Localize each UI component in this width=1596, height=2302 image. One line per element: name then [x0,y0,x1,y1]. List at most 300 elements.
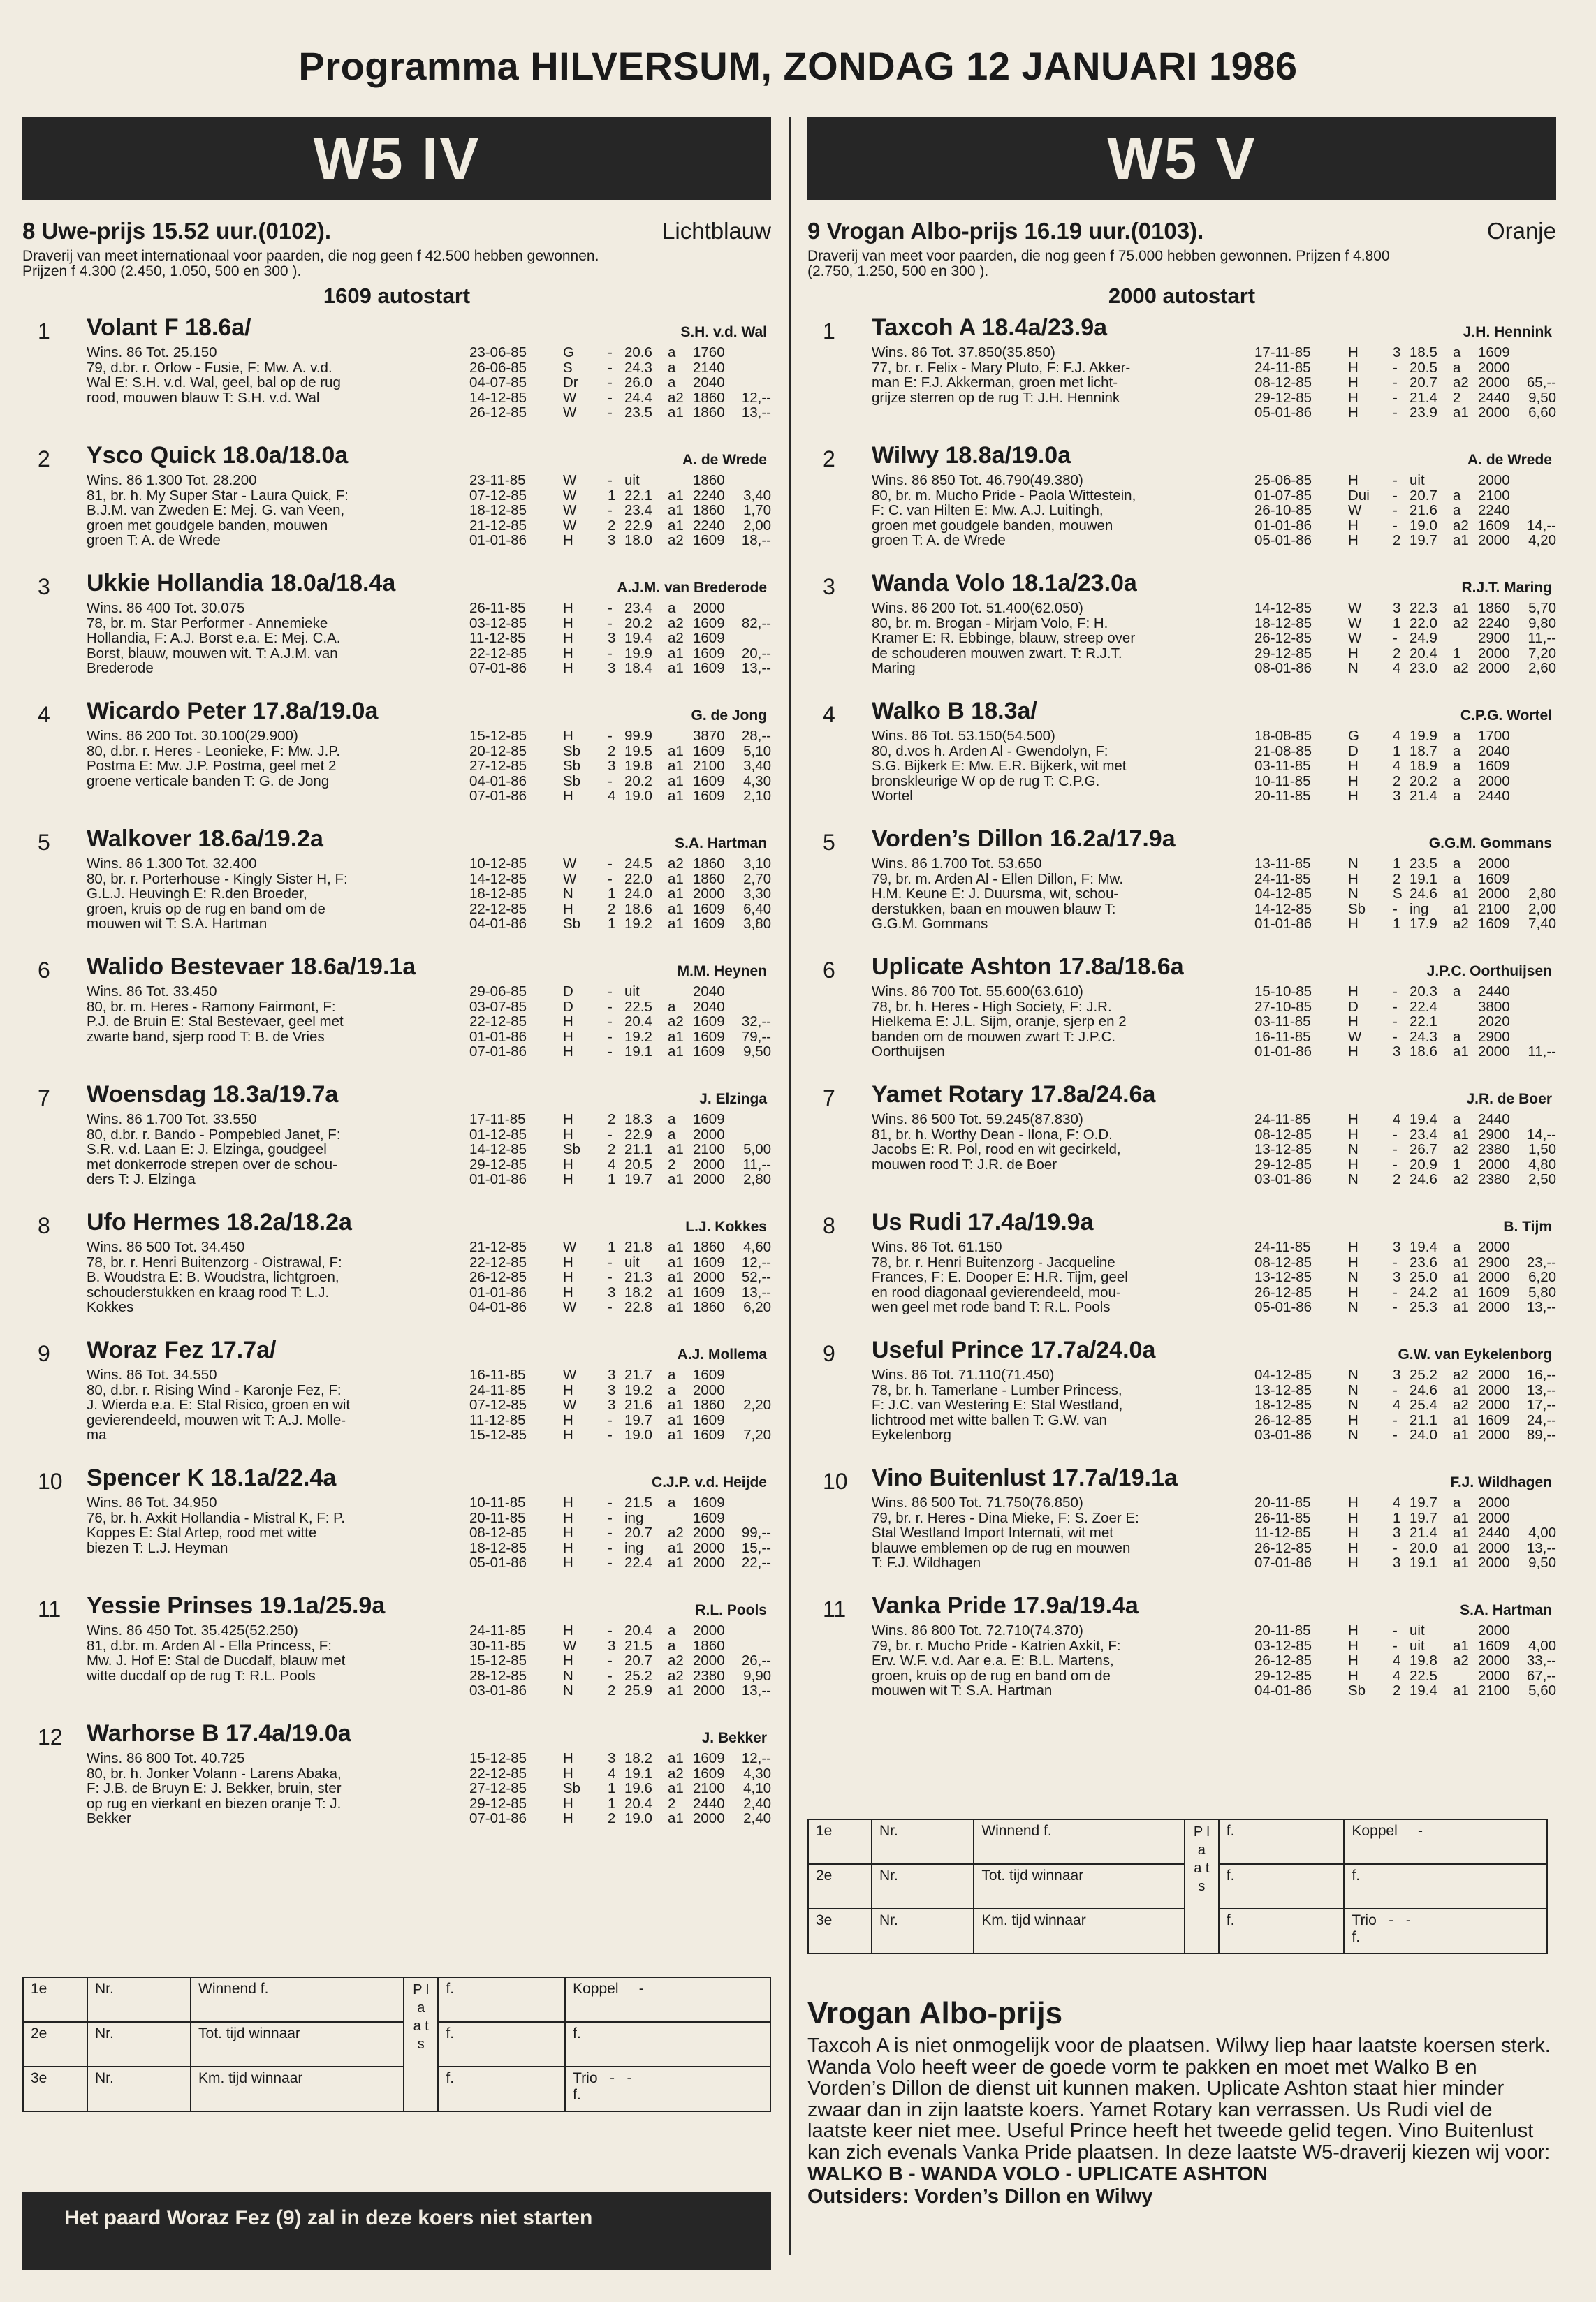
form-date: 13-12-85 [1254,1269,1312,1285]
horse-description-line: Brederode [87,661,154,676]
form-row [1254,1044,1556,1060]
horse-number: 1 [823,318,835,344]
form-date: 30-11-85 [469,1637,526,1654]
form-date: 25-06-85 [1254,472,1312,488]
form-distance: 2240 [1478,615,1510,631]
form-start: a1 [1453,1381,1469,1398]
form-row [469,646,771,661]
horse-name: Vino Buitenlust 17.7a/19.1a [872,1465,1178,1491]
horse-description-line: Oorthuijsen [872,1044,945,1060]
form-distance: 2000 [1478,1427,1510,1443]
form-time: 18.7 [1410,742,1437,759]
form-date: 20-11-85 [469,1509,526,1526]
form-prize: 12,-- [741,389,771,406]
form-start: a [1453,487,1461,504]
race-column-w5-iv [22,117,771,1844]
form-place: - [1393,404,1398,420]
form-time: 24.0 [1410,1427,1437,1443]
horse-description-line: gevierendeeld, mouwen wit T: A.J. Molle- [87,1412,346,1428]
form-row [469,1172,771,1187]
form-row [469,1766,771,1782]
form-prize: 9,50 [1528,1555,1556,1571]
form-prize: 28,-- [741,728,771,744]
horse-form-table [469,1751,771,1826]
form-start: a1 [668,1284,684,1300]
form-time: uit [624,472,640,488]
form-date: 18-12-85 [469,502,527,518]
form-track: H [1348,983,1359,999]
form-date: 21-08-85 [1254,742,1312,759]
form-place: - [1393,1539,1398,1556]
form-place: - [608,344,613,360]
horse-description-line: 79, d.br. r. Orlow - Fusie, F: Mw. A. v.d. [87,360,332,375]
horse-entry [22,1588,771,1716]
form-date: 01-01-86 [469,532,527,548]
form-place: 3 [608,1397,616,1413]
koppel-dash: - [638,1981,644,1997]
form-start: a1 [668,1171,684,1187]
form-date: 26-11-85 [469,600,526,616]
horse-description-line: groen, kruis op de rug en band om de [872,1668,1111,1683]
form-track: S [563,359,573,376]
form-place: - [608,983,613,999]
form-row [469,1127,771,1143]
form-place: 4 [1393,728,1401,744]
form-start: a2 [1453,615,1469,631]
horse-description-line: 80, d.br. r. Heres - Leonieke, F: Mw. J.P. [87,743,341,758]
form-time: 25.4 [1410,1397,1437,1413]
form-time: 23.4 [624,502,652,518]
place-cell: 1e [808,1819,872,1864]
horse-description-line: Wins. 86 1.300 Tot. 28.200 [87,473,257,488]
form-start: a1 [668,1780,684,1796]
form-row [469,1623,771,1638]
form-prize: 4,30 [743,1765,771,1782]
form-prize: 24,-- [1526,1412,1556,1428]
form-track: W [563,472,577,488]
horse-description [872,1495,1245,1571]
form-date: 29-06-85 [469,983,527,999]
form-date: 11-12-85 [1254,1525,1311,1541]
form-track: H [1348,472,1359,488]
form-track: H [563,1750,573,1766]
form-date: 07-01-86 [469,1043,527,1060]
form-distance: 2000 [693,600,725,616]
form-prize: 6,60 [1528,404,1556,420]
form-track: N [1348,1367,1359,1383]
form-prize: 13,-- [741,404,771,420]
form-distance: 2100 [693,1141,725,1157]
horse-name: Volant F 18.6a/ [87,314,251,341]
form-row [1254,661,1556,676]
form-row [469,1413,771,1428]
trio-dash: - [610,2070,615,2086]
horse-trainer: R.L. Pools [695,1602,767,1618]
horse-description-line: 79, br. r. Heres - Dina Mieke, F: S. Zoer E: [872,1510,1139,1525]
form-prize: 7,20 [743,1427,771,1443]
form-start: a [668,1126,676,1143]
form-distance: 1609 [693,630,725,646]
form-place: - [1393,630,1398,646]
horse-description-line: groen T: A. de Wrede [87,533,221,548]
form-date: 27-10-85 [1254,998,1312,1015]
form-row [469,1270,771,1285]
form-place: - [608,1254,613,1270]
horse-form-table [1254,1495,1556,1571]
form-prize: 3,40 [743,487,771,504]
form-start: 1 [1453,1156,1461,1173]
form-start: a1 [668,1141,684,1157]
form-time: ing [624,1539,644,1556]
form-date: 23-11-85 [469,472,526,488]
form-distance: 1860 [693,502,725,518]
form-distance: 1609 [693,1367,725,1383]
horse-description-line: groen T: A. de Wrede [872,533,1006,548]
form-row [469,1112,771,1127]
form-track: H [1348,1284,1359,1300]
form-date: 22-12-85 [469,1765,527,1782]
form-prize: 5,60 [1528,1682,1556,1699]
horse-description-line: banden om de mouwen zwart T: J.P.C. [872,1029,1116,1044]
form-start: a1 [1453,1254,1469,1270]
form-time: 99.9 [624,728,652,744]
form-distance: 2900 [1478,1028,1510,1045]
form-track: W [563,404,577,420]
horse-description-line: groene verticale banden T: G. de Jong [87,773,330,789]
form-date: 22-12-85 [469,900,527,917]
form-prize: 4,30 [743,772,771,789]
form-start: a1 [1453,1555,1469,1571]
form-date: 08-12-85 [1254,1254,1312,1270]
form-row [1254,473,1556,488]
time-label-cell: Tot. tijd winnaar [191,2022,404,2067]
form-row [469,1781,771,1796]
form-place: 1 [1393,856,1401,872]
race-title: 9 Vrogan Albo-prijs 16.19 uur.(0103). [807,218,1204,244]
horse-number: 7 [38,1085,50,1110]
horse-description-line: groen, kruis op de rug en band om de [87,901,325,916]
form-date: 01-07-85 [1254,487,1312,504]
form-distance: 2100 [1478,487,1510,504]
form-time: 21.4 [1410,389,1437,406]
form-time: 21.3 [624,1269,652,1285]
form-row [1254,518,1556,534]
form-place: 3 [1393,1525,1401,1541]
form-time: 19.4 [1410,1682,1437,1699]
form-place: 3 [608,1381,616,1398]
form-start: a1 [668,1427,684,1443]
horse-name: Woensdag 18.3a/19.7a [87,1081,339,1108]
form-time: 18.5 [1410,344,1437,360]
form-date: 04-07-85 [469,374,527,390]
form-time: 22.1 [1410,1013,1437,1029]
horse-description-line: Hollandia, F: A.J. Borst e.a. E: Mej. C.A. [87,631,341,646]
form-start: a2 [668,1013,684,1029]
form-row [1254,1127,1556,1143]
form-time: 20.7 [624,1652,652,1669]
form-start: a [1453,1028,1461,1045]
form-prize: 2,10 [743,788,771,804]
form-date: 26-12-85 [469,404,527,420]
horse-description-line: B. Woudstra E: B. Woudstra, lichtgroen, [87,1270,339,1285]
result-table [807,1819,1548,1954]
form-track: D [563,983,573,999]
form-date: 17-11-85 [1254,344,1311,360]
horse-form-table [469,1368,771,1443]
horse-entry [807,310,1556,438]
horse-form-table [469,728,771,804]
form-date: 16-11-85 [1254,1028,1311,1045]
form-prize: 9,50 [1528,389,1556,406]
form-date: 01-01-86 [469,1284,527,1300]
form-date: 24-11-85 [1254,870,1311,887]
form-place: - [1393,1637,1398,1654]
form-start: a2 [668,389,684,406]
form-start: a1 [1453,532,1469,548]
form-start: 1 [1453,645,1461,661]
form-distance: 2000 [693,1525,725,1541]
form-time: 25.2 [624,1667,652,1684]
form-distance: 1860 [1478,600,1510,616]
form-distance: 1860 [693,404,725,420]
form-row [1254,616,1556,631]
koppel-dash: - [1417,1823,1423,1839]
form-row [1254,1541,1556,1556]
form-time: uit [1410,472,1425,488]
form-place: 1 [608,916,616,932]
form-track: H [563,645,573,661]
form-start: a1 [668,1555,684,1571]
form-place: - [608,600,613,616]
form-time: 25.0 [1410,1269,1437,1285]
form-date: 03-12-85 [469,615,527,631]
form-row [1254,1638,1556,1654]
horse-description [872,1368,1245,1443]
horse-description-line: H.M. Keune E: J. Duursma, wit, schou- [872,886,1119,902]
horse-description-line: Wins. 86 700 Tot. 55.600(63.610) [872,984,1083,999]
form-row [469,1398,771,1413]
form-track: N [1348,1381,1359,1398]
form-track: H [563,1810,573,1826]
form-place: 4 [1393,1495,1401,1511]
form-prize: 14,-- [1526,1126,1556,1143]
form-row [469,1368,771,1383]
form-row [469,631,771,646]
form-distance: 2440 [1478,389,1510,406]
form-date: 01-01-86 [1254,1043,1312,1060]
form-date: 03-12-85 [1254,1637,1312,1654]
form-start: a1 [668,788,684,804]
trio-label: Trio [1352,1912,1377,1928]
horse-name: Taxcoh A 18.4a/23.9a [872,314,1108,341]
form-prize: 13,-- [1526,1539,1556,1556]
form-start: a1 [668,1412,684,1428]
form-time: 21.4 [1410,788,1437,804]
form-row [1254,488,1556,504]
form-start: a1 [668,660,684,676]
horse-form-table [1254,1623,1556,1699]
horse-description [872,984,1245,1060]
form-place: 1 [1393,615,1401,631]
form-row [1254,886,1556,902]
form-track: N [563,1667,573,1684]
form-row [1254,1623,1556,1638]
horse-description [87,1623,460,1683]
form-place: 2 [1393,870,1401,887]
horse-description-line: Erv. W.F. v.d. Aar e.a. E: B.L. Martens, [872,1653,1114,1669]
horse-name: Wanda Volo 18.1a/23.0a [872,570,1137,596]
trio-cell [1344,1909,1547,1953]
form-row [469,999,771,1015]
form-place: 4 [1393,1652,1401,1669]
form-time: 17.9 [1410,916,1437,932]
horse-description-line: 78, br. h. Heres - High Society, F: J.R. [872,999,1112,1014]
form-place: - [1393,900,1398,917]
horse-description-line: Wins. 86 Tot. 37.850(35.850) [872,345,1055,360]
form-row [469,1751,771,1766]
form-prize: 67,-- [1526,1667,1556,1684]
form-prize: 17,-- [1526,1397,1556,1413]
horse-trainer: G. de Jong [691,708,767,724]
form-date: 01-01-86 [1254,517,1312,534]
form-date: 14-12-85 [1254,900,1312,917]
form-track: N [1348,1397,1359,1413]
horse-description-line: 78, br. r. Henri Buitenzorg - Jacqueline [872,1254,1115,1270]
horse-description-line: 80, br. m. Brogan - Mirjam Volo, F: H. [872,615,1108,631]
horse-description [87,1751,460,1826]
form-place: 3 [608,1367,616,1383]
form-date: 26-12-85 [1254,1284,1312,1300]
form-time: 22.9 [624,1126,652,1143]
form-track: H [563,1539,573,1556]
form-date: 29-12-85 [469,1156,527,1173]
form-track: D [1348,742,1359,759]
form-prize: 2,80 [743,1171,771,1187]
form-distance: 2380 [1478,1141,1510,1157]
form-place: 1 [608,487,616,504]
form-date: 29-12-85 [1254,1156,1312,1173]
form-place: 2 [1393,645,1401,661]
form-place: 2 [608,900,616,917]
form-row [469,886,771,902]
form-time: 25.3 [1410,1299,1437,1315]
form-prize: 11,-- [1528,1043,1556,1060]
form-time: 20.7 [1410,487,1437,504]
form-row [469,789,771,804]
form-date: 01-01-86 [469,1028,527,1045]
f-cell: f. [1219,1909,1345,1953]
form-time: 22.9 [624,517,652,534]
form-start: a [668,1637,676,1654]
form-distance: 1609 [1478,758,1510,774]
form-start: a2 [1453,517,1469,534]
trio-f: f. [1352,1929,1361,1945]
form-time: 22.0 [624,870,652,887]
form-place: - [608,1269,613,1285]
form-start: a [1453,502,1461,518]
horse-description-line: 78, br. m. Star Performer - Annemieke [87,615,328,631]
form-place: - [1393,998,1398,1015]
form-time: 24.9 [1410,630,1437,646]
form-prize: 12,-- [741,1254,771,1270]
form-track: H [1348,1652,1359,1669]
form-track: H [563,1555,573,1571]
form-row [1254,601,1556,616]
form-row [469,744,771,759]
form-place: - [1393,1284,1398,1300]
commentary-picks: WALKO B - WANDA VOLO - UPLICATE ASHTON [807,2163,1268,2185]
form-place: - [1393,517,1398,534]
form-distance: 2000 [1478,1667,1510,1684]
form-date: 22-12-85 [469,645,527,661]
form-place: - [1393,1141,1398,1157]
form-prize: 1,50 [1528,1141,1556,1157]
koppel-cell [565,1977,770,2022]
form-prize: 2,40 [743,1795,771,1812]
form-prize: 3,80 [743,916,771,932]
horse-description-line: B.J.M. van Zweden E: Mej. G. van Veen, [87,503,345,518]
race-start-info: 2000 autostart [1108,284,1256,308]
form-row [469,916,771,932]
form-distance: 1609 [693,1765,725,1782]
form-date: 01-01-86 [469,1171,527,1187]
form-time: 20.4 [624,1795,652,1812]
form-time: 19.2 [624,1381,652,1398]
horse-name: Useful Prince 17.7a/24.0a [872,1337,1156,1363]
form-date: 03-01-86 [469,1682,527,1699]
form-track: H [563,1427,573,1443]
form-distance: 2380 [1478,1171,1510,1187]
horse-form-table [1254,345,1556,420]
horse-description-line: Wins. 86 Tot. 33.450 [87,984,217,999]
form-prize: 5,80 [1528,1284,1556,1300]
form-distance: 2900 [1478,630,1510,646]
form-time: 23.0 [1410,660,1437,676]
horse-description-line: Wins. 86 1.700 Tot. 53.650 [872,856,1042,872]
form-place: - [608,1495,613,1511]
form-prize: 4,80 [1528,1156,1556,1173]
form-row [1254,1683,1556,1699]
form-place: - [608,374,613,390]
form-start: a1 [1453,1539,1469,1556]
form-distance: 2040 [693,983,725,999]
form-track: H [563,615,573,631]
form-distance: 2380 [693,1667,725,1684]
commentary-title: Vrogan Albo-prijs [807,1996,1063,2030]
form-date: 15-12-85 [469,728,527,744]
form-track: N [1348,1171,1359,1187]
plaats-label-cell: P l a a t s [404,1977,438,2111]
place-cell: 1e [23,1977,87,2022]
form-distance: 1860 [693,472,725,488]
form-start: a [668,1622,676,1638]
form-time: ing [624,1509,644,1526]
horse-description-line: P.J. de Bruin E: Stal Bestevaer, geel met [87,1014,344,1029]
horse-entry [807,821,1556,949]
form-row [1254,872,1556,887]
form-row [469,1638,771,1654]
horse-description-line: Kramer E: R. Ebbinge, blauw, streep over [872,631,1136,646]
form-date: 10-11-85 [469,1495,526,1511]
form-time: 20.3 [1410,983,1437,999]
form-time: 19.4 [624,630,652,646]
form-track: W [563,1637,577,1654]
koppel-cell [1344,1819,1547,1864]
form-time: 20.0 [1410,1539,1437,1556]
form-place: - [608,1412,613,1428]
km-label-cell: Km. tijd winnaar [191,2067,404,2111]
form-track: Dr [563,374,578,390]
